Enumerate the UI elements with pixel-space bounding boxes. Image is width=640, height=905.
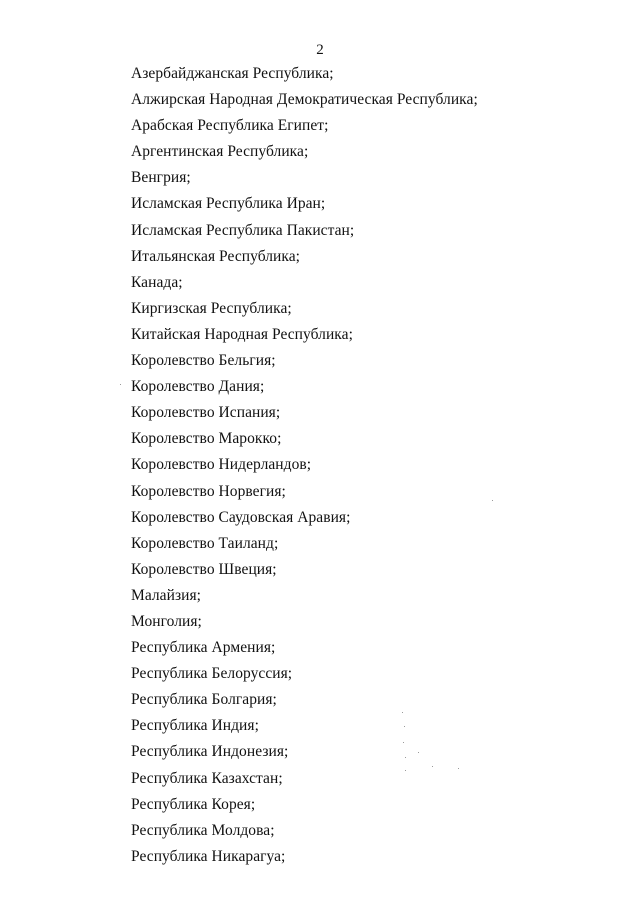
country-list-item: Республика Болгария; (131, 691, 277, 709)
scan-speck (402, 712, 403, 713)
country-list-item: Королевство Марокко; (131, 430, 282, 448)
country-list-item: Монголия; (131, 612, 202, 630)
country-list-item: Королевство Нидерландов; (131, 456, 312, 474)
scan-speck (403, 742, 404, 743)
scan-speck (418, 752, 419, 753)
country-list-item: Исламская Республика Иран; (131, 195, 326, 213)
country-list-item: Республика Казахстан; (131, 769, 283, 787)
country-list-item: Алжирская Народная Демократическая Республика; (131, 91, 478, 109)
scan-speck (432, 766, 433, 767)
country-list-item: Канада; (131, 273, 183, 291)
scan-speck (458, 768, 459, 769)
scan-speck (405, 757, 406, 758)
country-list-item: Республика Индонезия; (131, 743, 289, 761)
country-list-item: Венгрия; (131, 169, 191, 187)
scan-speck (404, 726, 405, 727)
scan-speck (492, 500, 493, 501)
country-list-item: Республика Белоруссия; (131, 665, 293, 683)
scan-speck (120, 384, 121, 385)
country-list-item: Республика Никарагуа; (131, 847, 286, 865)
scan-speck (405, 770, 406, 771)
country-list-item: Королевство Норвегия; (131, 482, 286, 500)
country-list-item: Королевство Бельгия; (131, 352, 276, 370)
country-list-item: Итальянская Республика; (131, 247, 301, 265)
page-number: 2 (316, 42, 324, 58)
country-list-item: Республика Армения; (131, 639, 276, 657)
country-list-item: Республика Корея; (131, 795, 256, 813)
country-list-item: Арабская Республика Египет; (131, 117, 329, 135)
country-list-item: Аргентинская Республика; (131, 143, 309, 161)
country-list-item: Королевство Дания; (131, 378, 265, 396)
country-list (131, 63, 478, 872)
country-list-item: Королевство Таиланд; (131, 534, 279, 552)
country-list-item: Республика Индия; (131, 717, 259, 735)
country-list-item: Азербайджанская Республика; (131, 65, 334, 82)
country-list-item: Исламская Республика Пакистан; (131, 221, 355, 239)
country-list-item: Малайзия; (131, 586, 202, 604)
country-list-item: Киргизская Республика; (131, 299, 292, 317)
country-list-item: Королевство Испания; (131, 404, 281, 422)
country-list-item: Королевство Швеция; (131, 560, 277, 578)
country-list-item: Королевство Саудовская Аравия; (131, 508, 351, 526)
country-list-item: Республика Молдова; (131, 821, 275, 839)
country-list-item: Китайская Народная Республика; (131, 325, 353, 343)
